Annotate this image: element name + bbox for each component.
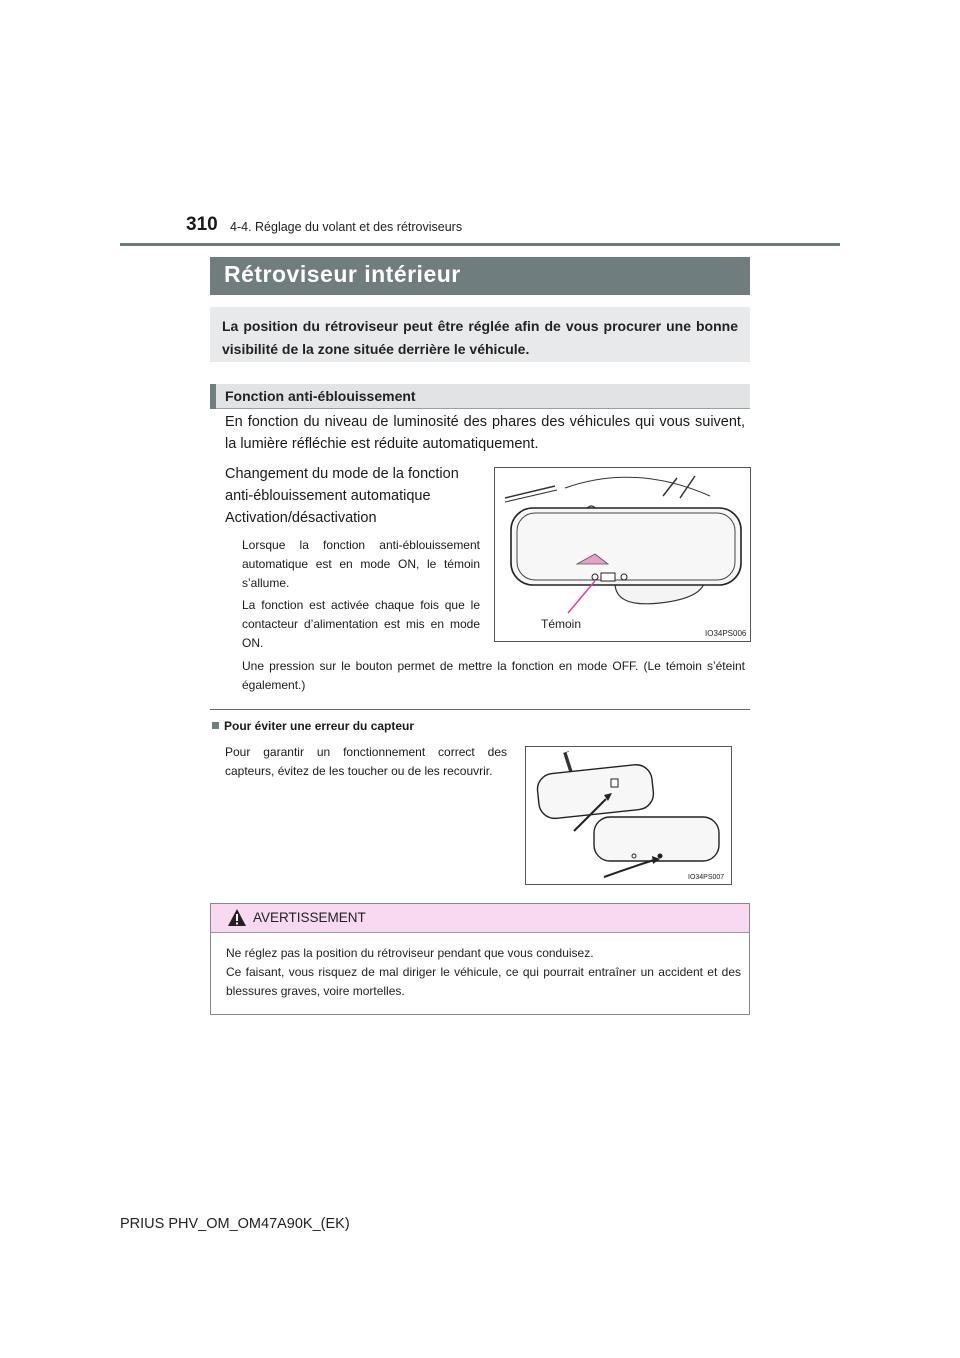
bullet-square-icon (212, 722, 219, 729)
note-power-on: La fonction est activée chaque fois que le contacteur d’alimentation est mis en mode ON. (242, 598, 480, 650)
anti-glare-description: En fonction du niveau de luminosité des phares des véhicules qui vous suivent, la lumière réfléchie est réduite automatiquement. (225, 414, 745, 452)
warning-box (210, 903, 750, 1015)
intro-box (210, 307, 750, 362)
figure-code: IO34PS006 (705, 629, 747, 638)
footer-code: PRIUS PHV_OM_OM47A90K_(EK) (120, 1216, 350, 1232)
intro-text: La position du rétroviseur peut être réglée afin de vous procurer une bonne visibilité de la zone située derrière le véhicule. (222, 318, 738, 357)
warning-line-1: Ne réglez pas la position du rétroviseur pendant que vous conduisez. (226, 946, 594, 960)
mode-change-text: Changement du mode de la fonction anti-éblouissement automatique (225, 466, 459, 504)
header-rule (120, 243, 840, 246)
subsection-heading-bar (210, 384, 750, 409)
figure-code: IO34PS007 (688, 874, 725, 881)
warning-triangle-icon (227, 908, 247, 927)
sensor-heading (212, 719, 414, 733)
page-title: Rétroviseur intérieur (224, 261, 461, 287)
sensor-heading-text: Pour éviter une erreur du capteur (224, 719, 415, 733)
mirror-figure (494, 467, 751, 642)
note-indicator-on: Lorsque la fonction anti-éblouissement automatique est en mode ON, le témoin s’allume. (242, 538, 480, 590)
subsection-accent (210, 384, 216, 409)
sensor-text: Pour garantir un fonctionnement correct des capteurs, évitez de les toucher ou de les recouvrir. (225, 745, 507, 778)
warning-text (226, 944, 741, 1001)
section-title-bar (210, 257, 750, 295)
subsection-heading: Fonction anti-éblouissement (225, 388, 416, 404)
indicator-label: Témoin (541, 617, 582, 631)
note-button-off: Une pression sur le bouton permet de mettre la fonction en mode OFF. (Le témoin s’éteint également.) (242, 659, 745, 692)
sensor-figure (525, 746, 732, 885)
warning-line-2: Ce faisant, vous risquez de mal diriger le véhicule, ce qui pourrait entraîner un accident et des blessures graves, voire mortelles. (226, 965, 741, 998)
warning-header (211, 904, 749, 933)
mirror-illustration (495, 468, 750, 641)
section-divider (210, 709, 750, 710)
warning-title: AVERTISSEMENT (253, 910, 366, 925)
activation-label: Activation/désactivation (225, 510, 377, 526)
sensor-illustration (526, 747, 731, 884)
page-number: 310 (186, 214, 218, 235)
chapter-title: 4-4. Réglage du volant et des rétroviseurs (230, 220, 463, 234)
